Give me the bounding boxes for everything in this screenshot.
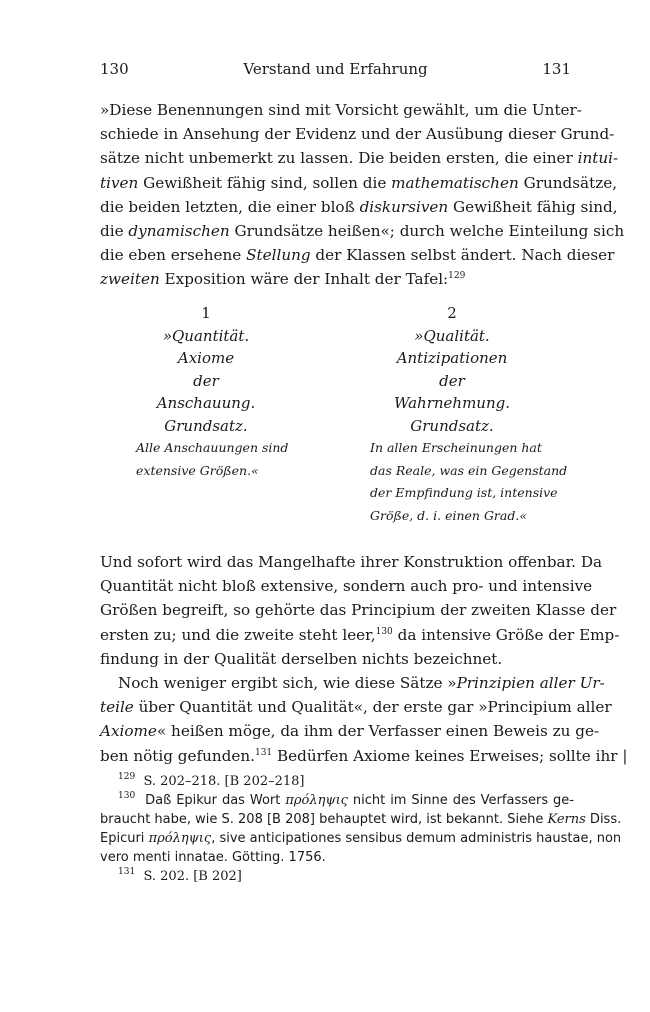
- column-heading-line: Anschauung.: [156, 394, 256, 412]
- text-line: die eben ersehene Stellung der Klassen selbst ändert. Nach dieser: [100, 246, 615, 265]
- paragraph-construction: [100, 550, 620, 671]
- text-line: Quantität nicht bloß extensive, sondern auch pro- und intensive: [100, 577, 593, 596]
- column-heading-line: »Quantität.: [162, 326, 250, 345]
- text-line: findung in der Qualität derselben nichts bezeichnet.: [100, 649, 503, 668]
- running-header: [100, 60, 571, 84]
- text-line: teile über Quantität und Qualität«, der erste gar »Principium aller: [100, 698, 612, 717]
- footnote-130-line: $^{130}$ Daß Epikur das Wort πρόληψις nicht im Sinne des Verfassers ge-: [118, 791, 574, 808]
- page-number-right: 131: [542, 60, 571, 78]
- column-heading-line: Wahrnehmung.: [393, 394, 510, 412]
- footnote-129: $^{129}$ S. 202–218. [B 202–218]: [118, 772, 305, 789]
- footnote-130-line: vero menti innatae. Götting. 1756.: [100, 850, 326, 865]
- footnote-130-line: Epicuri πρόληψις, sive anticipationes sensibus demum administris haustae, non: [100, 831, 622, 846]
- footnote-ref-129[interactable]: 129: [448, 271, 466, 282]
- running-head-title: Verstand und Erfahrung: [243, 60, 428, 78]
- principle-text-line: In allen Erscheinungen hat: [370, 440, 542, 455]
- footnote-number: 130: [118, 791, 136, 801]
- column-heading-line: der: [439, 371, 465, 390]
- footnotes: [100, 772, 622, 886]
- text-line: schiede in Ansehung der Evidenz und der Ausübung dieser Grund-: [100, 125, 615, 144]
- page-number-left: 130: [100, 60, 129, 78]
- column-number: 1: [201, 304, 211, 322]
- table-column-1: [136, 302, 316, 482]
- text-line: zweiten Exposition wäre der Inhalt der Tafel:$^{129}$: [100, 270, 466, 289]
- text-line: tiven Gewißheit fähig sind, sollen die mathematischen Grundsätze,: [100, 173, 618, 192]
- principle-text-line: der Empfindung ist, intensive: [370, 485, 558, 500]
- footnote-ref-130[interactable]: 130: [375, 626, 393, 637]
- text-line: Axiome« heißen möge, da ihm der Verfasser einen Beweis zu ge-: [100, 722, 600, 741]
- text-line: Größen begreift, so gehörte das Principium der zweiten Klasse der: [100, 601, 617, 620]
- footnote-131: $^{131}$ S. 202. [B 202]: [118, 867, 242, 884]
- principle-text-line: das Reale, was ein Gegenstand: [370, 462, 568, 478]
- column-heading-line: Axiome: [177, 349, 235, 367]
- text-line: »Diese Benennungen sind mit Vorsicht gewählt, um die Unter-: [100, 101, 582, 119]
- text-line: Und sofort wird das Mangelhafte ihrer Konstruktion offenbar. Da: [100, 553, 603, 571]
- text-line: die beiden letzten, die einer bloß diskursiven Gewißheit fähig sind,: [100, 197, 618, 216]
- text-line: Noch weniger ergibt sich, wie diese Sätze »Prinzipien aller Ur-: [118, 674, 605, 692]
- footnote-ref-131[interactable]: 131: [254, 747, 273, 758]
- footnote-number: 131: [118, 867, 136, 877]
- footnote-number: 129: [118, 772, 136, 782]
- text-line: ersten zu; und die zweite steht leer,$^{130}$ da intensive Größe der Emp-: [100, 625, 620, 644]
- text-line: ben nötig gefunden.$^{131}$ Bedürfen Axiome keines Erweises; sollte ihr |: [100, 746, 628, 765]
- column-heading-line: Grundsatz.: [164, 416, 248, 435]
- column-heading-line: »Qualität.: [414, 326, 490, 345]
- paragraph-axioms: [100, 671, 628, 768]
- principle-text-line: extensive Größen.«: [136, 462, 259, 478]
- table-column-2: [370, 302, 590, 527]
- paragraph-intro: [100, 98, 625, 292]
- column-heading-line: Antizipationen: [396, 349, 508, 367]
- principle-text-line: Größe, d. i. einen Grad.«: [370, 507, 527, 523]
- column-heading-line: Grundsatz.: [410, 416, 494, 435]
- column-number: 2: [447, 304, 457, 322]
- principle-text-line: Alle Anschauungen sind: [136, 440, 289, 455]
- text-line: sätze nicht unbemerkt zu lassen. Die beiden ersten, die einer intui-: [100, 149, 619, 168]
- text-line: die dynamischen Grundsätze heißen«; durch welche Einteilung sich: [100, 222, 625, 241]
- column-heading-line: der: [193, 371, 219, 390]
- footnote-130-line: braucht habe, wie S. 208 [B 208] behauptet wird, ist bekannt. Siehe Kerns Diss.: [100, 812, 622, 827]
